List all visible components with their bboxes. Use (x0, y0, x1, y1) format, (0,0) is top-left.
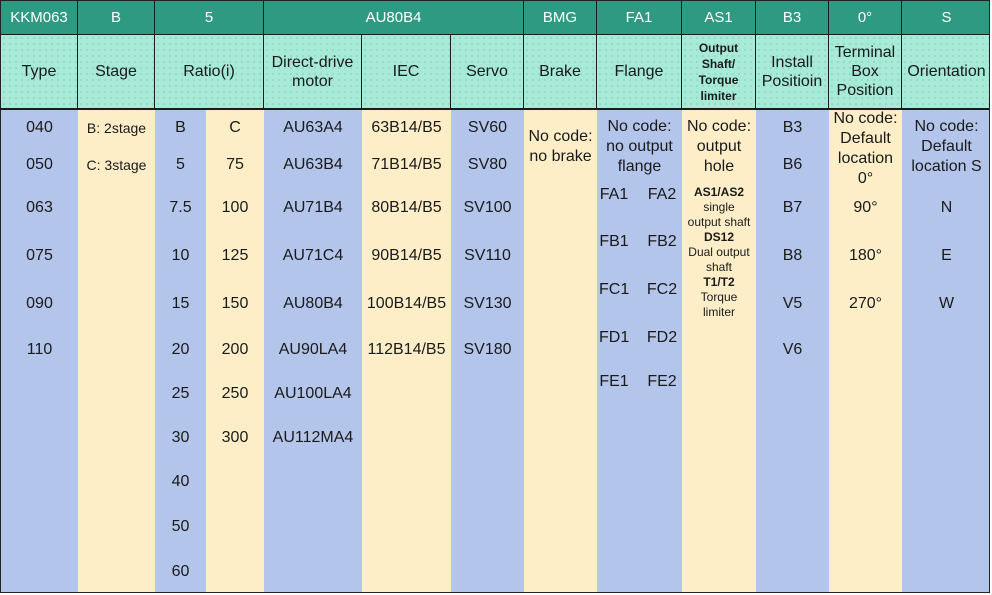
ratio-value: C (229, 119, 241, 136)
type-value: 040 (26, 119, 53, 136)
flange-note-line3: flange (617, 158, 662, 175)
output-ds-desc2: shaft (705, 260, 732, 274)
subheader-type: Type (1, 35, 78, 110)
ratio-value: 25 (171, 385, 190, 402)
install-value: B6 (782, 156, 803, 173)
terminal-note-line3: location (837, 150, 894, 167)
ratio-value: 20 (171, 341, 190, 358)
flange-code: FE2 (647, 373, 677, 390)
orientation-note-line1: No code: (914, 118, 979, 135)
subheader-servo: Servo (451, 35, 524, 110)
ratio-value: 250 (221, 385, 249, 402)
iec-value: 63B14/B5 (371, 119, 442, 136)
type-value: 063 (26, 199, 53, 216)
subheader-ratio: Ratio(i) (155, 35, 264, 110)
subheader-flange: Flange (597, 35, 682, 110)
header-install: B3 (756, 1, 829, 35)
flange-code: FC1 (599, 281, 630, 298)
output-as-desc2: output shaft (687, 215, 751, 229)
direct-drive-value: AU63A4 (283, 119, 343, 136)
flange-code: FD2 (646, 329, 678, 346)
subheader-terminal-line3: Position (836, 82, 894, 99)
terminal-note-line2: Default (840, 130, 891, 147)
install-value: V6 (782, 341, 803, 358)
orientation-value: W (938, 295, 955, 312)
header-orientation: S (902, 1, 990, 35)
iec-value: 90B14/B5 (371, 247, 442, 264)
output-note-line1: No code: (686, 118, 752, 135)
direct-drive-value: AU100LA4 (274, 385, 352, 402)
subheader-output-shaft (682, 35, 756, 110)
terminal-note-line1: No code: (833, 110, 898, 127)
direct-drive-value: AU112MA4 (272, 429, 354, 446)
output-note-line3: hole (703, 158, 735, 175)
header-terminal: 0° (829, 1, 902, 35)
subheader-terminal-line1: Terminal (834, 44, 896, 61)
servo-value: SV80 (467, 156, 508, 173)
ratio-value: 150 (221, 295, 249, 312)
column-brake (524, 110, 597, 593)
direct-drive-value: AU71B4 (283, 199, 343, 216)
flange-note-line2: no output (606, 138, 673, 155)
terminal-value: 270° (848, 295, 883, 312)
subheader-output-line1: Output (698, 40, 739, 55)
ratio-value: 200 (221, 341, 249, 358)
brake-note (524, 127, 597, 167)
iec-value: 100B14/B5 (366, 295, 447, 312)
ratio-value: 60 (171, 563, 190, 580)
output-options (682, 185, 756, 320)
header-motor: AU80B4 (264, 1, 524, 35)
ratio-value: 300 (221, 429, 249, 446)
subheader-install-line2: Positioin (761, 72, 823, 90)
direct-drive-value: AU71C4 (282, 247, 344, 264)
header-stage: B (78, 1, 155, 35)
output-t-code: T1/T2 (703, 275, 735, 289)
output-ds-desc1: Dual output (688, 245, 750, 259)
header-output: AS1 (682, 1, 756, 35)
stage-value: C: 3stage (86, 157, 147, 173)
iec-value: 80B14/B5 (371, 199, 442, 216)
type-value: 110 (26, 341, 53, 358)
orientation-note-line2: Default (921, 138, 972, 155)
orientation-value: N (940, 199, 953, 216)
stage-value: B: 2stage (86, 120, 147, 136)
subheader-direct-drive-line1: Direct-drive (271, 53, 354, 71)
output-note (682, 117, 756, 177)
brake-note-line2: no brake (529, 148, 592, 165)
terminal-value: 180° (848, 247, 883, 264)
ratio-value: 30 (171, 429, 190, 446)
column-flange (597, 110, 682, 593)
orientation-note-line3: location S (911, 158, 982, 175)
column-stage (78, 110, 155, 593)
header-flange: FA1 (597, 1, 682, 35)
brake-note-line1: No code: (528, 128, 593, 145)
servo-value: SV130 (463, 295, 512, 312)
ratio-value: 100 (221, 199, 249, 216)
type-value: 050 (26, 156, 53, 173)
subheader-output-line2: Shaft/ (701, 56, 736, 71)
install-value: B7 (782, 199, 803, 216)
column-output-shaft (682, 110, 756, 593)
servo-value: SV180 (463, 341, 512, 358)
iec-value: 112B14/B5 (367, 341, 446, 358)
terminal-note (829, 109, 902, 189)
subheader-direct-drive-line2: motor (292, 72, 333, 90)
servo-value: SV110 (464, 247, 511, 264)
install-value: B3 (782, 119, 803, 136)
flange-code: FA1 (599, 186, 629, 203)
ratio-value: B (175, 119, 186, 136)
type-value: 090 (26, 295, 53, 312)
subheader-iec: IEC (362, 35, 451, 110)
flange-code: FA2 (647, 186, 677, 203)
subheader-direct-drive (264, 35, 362, 110)
output-t-desc1: Torque (700, 290, 738, 304)
subheader-terminal-line2: Box (851, 63, 879, 80)
subheader-orientation: Orientation (902, 35, 990, 110)
direct-drive-value: AU80B4 (283, 295, 343, 312)
header-type: KKM063 (1, 1, 78, 35)
flange-code: FB1 (599, 233, 629, 250)
iec-value: 71B14/B5 (371, 156, 442, 173)
servo-value: SV100 (463, 199, 512, 216)
install-value: V5 (782, 295, 803, 312)
ratio-value: 7.5 (169, 199, 192, 216)
header-brake: BMG (524, 1, 597, 35)
subheader-install-line1: Install (771, 53, 813, 71)
output-t-desc2: limiter (703, 305, 735, 319)
type-value: 075 (26, 247, 53, 264)
flange-code: FB2 (647, 233, 677, 250)
column-orientation (902, 110, 990, 593)
ratio-value: 50 (171, 518, 190, 535)
direct-drive-value: AU63B4 (283, 156, 343, 173)
subheader-stage: Stage (78, 35, 155, 110)
output-as-code: AS1/AS2 (693, 185, 745, 199)
output-ds-code: DS12 (703, 230, 735, 244)
flange-note-line1: No code: (607, 118, 672, 135)
subheader-brake: Brake (524, 35, 597, 110)
terminal-note-line4: 0° (857, 170, 874, 187)
install-value: B8 (782, 247, 803, 264)
header-ratio: 5 (155, 1, 264, 35)
ratio-value: 15 (171, 295, 190, 312)
output-note-line2: output (696, 138, 742, 155)
ratio-value: 40 (171, 473, 190, 490)
ratio-value: 75 (226, 156, 244, 173)
output-as-desc1: single (703, 200, 735, 214)
ratio-value: 10 (171, 247, 190, 264)
terminal-value: 90° (853, 199, 878, 216)
subheader-output-line3: Torque (698, 72, 739, 87)
direct-drive-value: AU90LA4 (278, 341, 348, 358)
servo-value: SV60 (467, 119, 508, 136)
subheader-terminal (829, 35, 902, 110)
subheader-output-line4: limiter (700, 88, 737, 103)
flange-code: FE1 (599, 373, 629, 390)
orientation-value: E (941, 247, 952, 264)
ratio-value: 5 (176, 156, 185, 173)
flange-code: FD1 (599, 329, 630, 346)
ratio-value: 125 (221, 247, 249, 264)
flange-note (597, 117, 682, 177)
orientation-note (902, 117, 990, 177)
subheader-install (756, 35, 829, 110)
flange-code: FC2 (646, 281, 678, 298)
